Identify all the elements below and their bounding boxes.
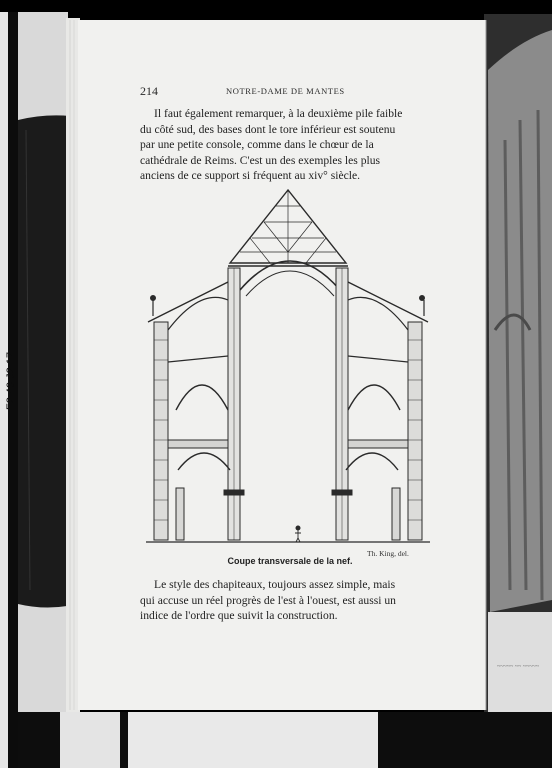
paragraph-line: qui accuse un réel progrès de l'est à l'ouest, est aussi un [140, 593, 396, 607]
scan-label: F2.40 J2.17 [5, 351, 17, 410]
top-edge [0, 0, 552, 12]
paragraph-line: cathédrale de Reims. C'est un des exemples les plus [140, 153, 381, 167]
running-title: NOTRE-DAME DE MANTES [226, 86, 345, 96]
paragraph-line: par une petite console, comme dans le chœur de la [140, 138, 374, 152]
tribune-floor-left [168, 440, 228, 448]
paragraph-line: anciens de ce support si fréquent au xiv° siècle. [140, 169, 361, 183]
capital-left [224, 490, 244, 495]
aisle-column-right [392, 488, 400, 540]
page-stack-edge [66, 18, 80, 712]
paragraph-2 [140, 577, 440, 624]
paragraph-1 [140, 106, 440, 184]
paragraph-line: Il faut également remarquer, à la deuxième pile faible [154, 107, 403, 120]
outer-wall-right [408, 322, 422, 540]
capital-right [332, 490, 352, 495]
figure-caption: Coupe transversale de la nef. [227, 556, 353, 566]
page-number: 214 [140, 84, 158, 98]
aisle-column-left [176, 488, 184, 540]
scale-figure-head [296, 526, 300, 530]
bottom-light [60, 712, 120, 768]
facing-page-caption: ~~~~~ ~~ ~~~~~ [497, 664, 539, 670]
outer-wall-left [154, 322, 168, 540]
facing-page-lower [488, 612, 552, 712]
page-header [136, 84, 436, 102]
figure-credit: Th. King, del. [367, 549, 409, 558]
tribune-floor-right [348, 440, 408, 448]
bottom-light-2 [128, 712, 378, 768]
paragraph-line: du côté sud, des bases dont le tore inférieur est soutenu [140, 122, 396, 136]
paragraph-line: indice de l'ordre que suivit la construction. [140, 609, 338, 623]
pinnacle-knob-left [151, 296, 156, 301]
pinnacle-knob-right [420, 296, 425, 301]
paragraph-line: Le style des chapiteaux, toujours assez simple, mais [154, 578, 396, 591]
